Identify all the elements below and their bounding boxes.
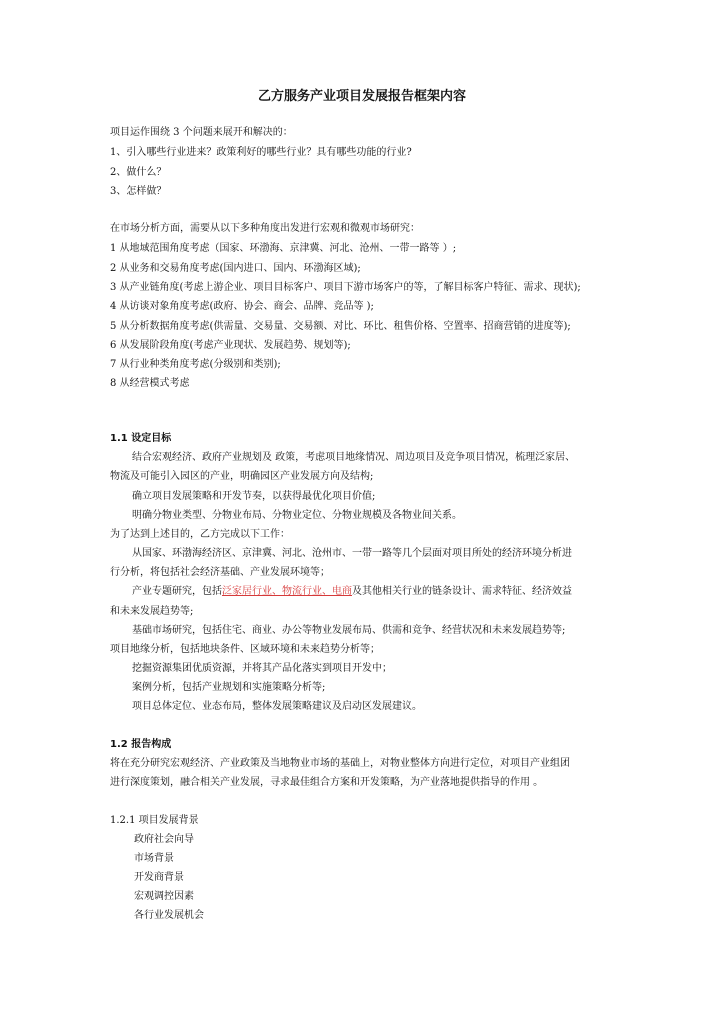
list-item: 政府社会向导 xyxy=(134,834,194,845)
market-item: 4 从访谈对象角度考虑(政府、协会、商会、品牌、竞品等 ); xyxy=(110,301,374,312)
list-item: 市场背景 xyxy=(134,853,174,864)
paragraph-text: 及其他相关行业的链条设计、需求特征、经济效益 xyxy=(352,586,572,597)
market-item: 6 从发展阶段角度(考虑产业现状、发展趋势、规划等); xyxy=(110,340,351,351)
market-item: 2 从业务和交易角度考虑(国内进口、国内、环渤海区域); xyxy=(110,263,361,274)
paragraph-line xyxy=(132,585,572,599)
section-heading-1-1: 1.1 设定目标 xyxy=(110,433,172,444)
market-intro: 在市场分析方面，需要从以下多种角度出发进行宏观和微观市场研究： xyxy=(110,223,420,234)
list-item: 宏观调控因素 xyxy=(134,891,194,902)
paragraph-line: 从国家、环渤海经济区、京津冀、河北、沧州市、一带一路等几个层面对项目所处的经济环境分析进 xyxy=(132,548,572,559)
paragraph-line: 挖掘资源集团优质资源，并将其产品化落实到项目开发中； xyxy=(132,663,392,674)
list-item: 开发商背景 xyxy=(134,872,184,883)
paragraph-line: 物流及可能引入园区的产业，明确园区产业发展方向及结构; xyxy=(110,471,374,482)
section-heading-1-2: 1.2 报告构成 xyxy=(110,739,172,750)
paragraph-line: 明确分物业类型、分物业布局、分物业定位、分物业规模及各物业间关系。 xyxy=(132,510,462,521)
paragraph-text: 产业专题研究，包括 xyxy=(132,586,222,597)
industry-link[interactable]: 泛家居行业、物流行业、电商 xyxy=(222,586,352,597)
paragraph-line: 确立项目发展策略和开发节奏，以获得最优化项目价值; xyxy=(132,491,376,502)
paragraph-line: 案例分析，包括产业规划和实施策略分析等; xyxy=(132,682,326,693)
market-item: 3 从产业链角度(考虑上游企业、项目目标客户、项目下游市场客户的等，了解目标客户特征、需求、现状); xyxy=(110,282,581,293)
intro-line: 2、做什么？ xyxy=(110,167,167,178)
paragraph-line: 结合宏观经济、政府产业规划及 政策，考虑项目地缘情况、周边项目及竞争项目情况，梳理泛家居、 xyxy=(132,452,576,463)
paragraph-line: 行分析，将包括社会经济基础、产业发展环境等； xyxy=(110,567,330,578)
document-title: 乙方服务产业项目发展报告框架内容 xyxy=(257,89,466,104)
intro-line: 3、怎样做？ xyxy=(110,186,167,197)
paragraph-line: 基础市场研究，包括住宅、商业、办公等物业发展布局、供需和竞争、经营状况和未来发展趋势等; xyxy=(132,625,566,636)
paragraph-line: 项目地缘分析，包括地块条件、区域环境和未来趋势分析等； xyxy=(110,644,380,655)
paragraph-line: 将在充分研究宏观经济、产业政策及当地物业市场的基础上，对物业整体方向进行定位，对项目产业组团 xyxy=(110,758,570,769)
market-item: 8 从经营模式考虑 xyxy=(110,378,190,389)
market-item: 1 从地域范围角度考虑（国家、环渤海、京津冀、河北、沧州、一带一路等 ）; xyxy=(110,243,457,254)
paragraph-line: 项目总体定位、业态布局，整体发展策略建议及启动区发展建议。 xyxy=(132,701,422,712)
market-item: 5 从分析数据角度考虑(供需量、交易量、交易额、对比、环比、租售价格、空置率、招商营销的进度等); xyxy=(110,321,571,332)
section-heading-1-2-1: 1.2.1 项目发展背景 xyxy=(110,815,199,826)
intro-line: 1、引入哪些行业进来？政策利好的哪些行业？具有哪些功能的行业? xyxy=(110,147,412,158)
paragraph-line: 进行深度策划，融合相关产业发展，寻求最佳组合方案和开发策略，为产业落地提供指导的作用 。 xyxy=(110,777,544,788)
market-item: 7 从行业种类角度考虑(分级别和类别); xyxy=(110,359,281,370)
paragraph-line: 和未来发展趋势等; xyxy=(110,606,194,617)
list-item: 各行业发展机会 xyxy=(134,910,204,921)
intro-line: 项目运作围绕 3 个问题来展开和解决的： xyxy=(110,127,293,138)
paragraph-line: 为了达到上述目的，乙方完成以下工作： xyxy=(110,529,290,540)
